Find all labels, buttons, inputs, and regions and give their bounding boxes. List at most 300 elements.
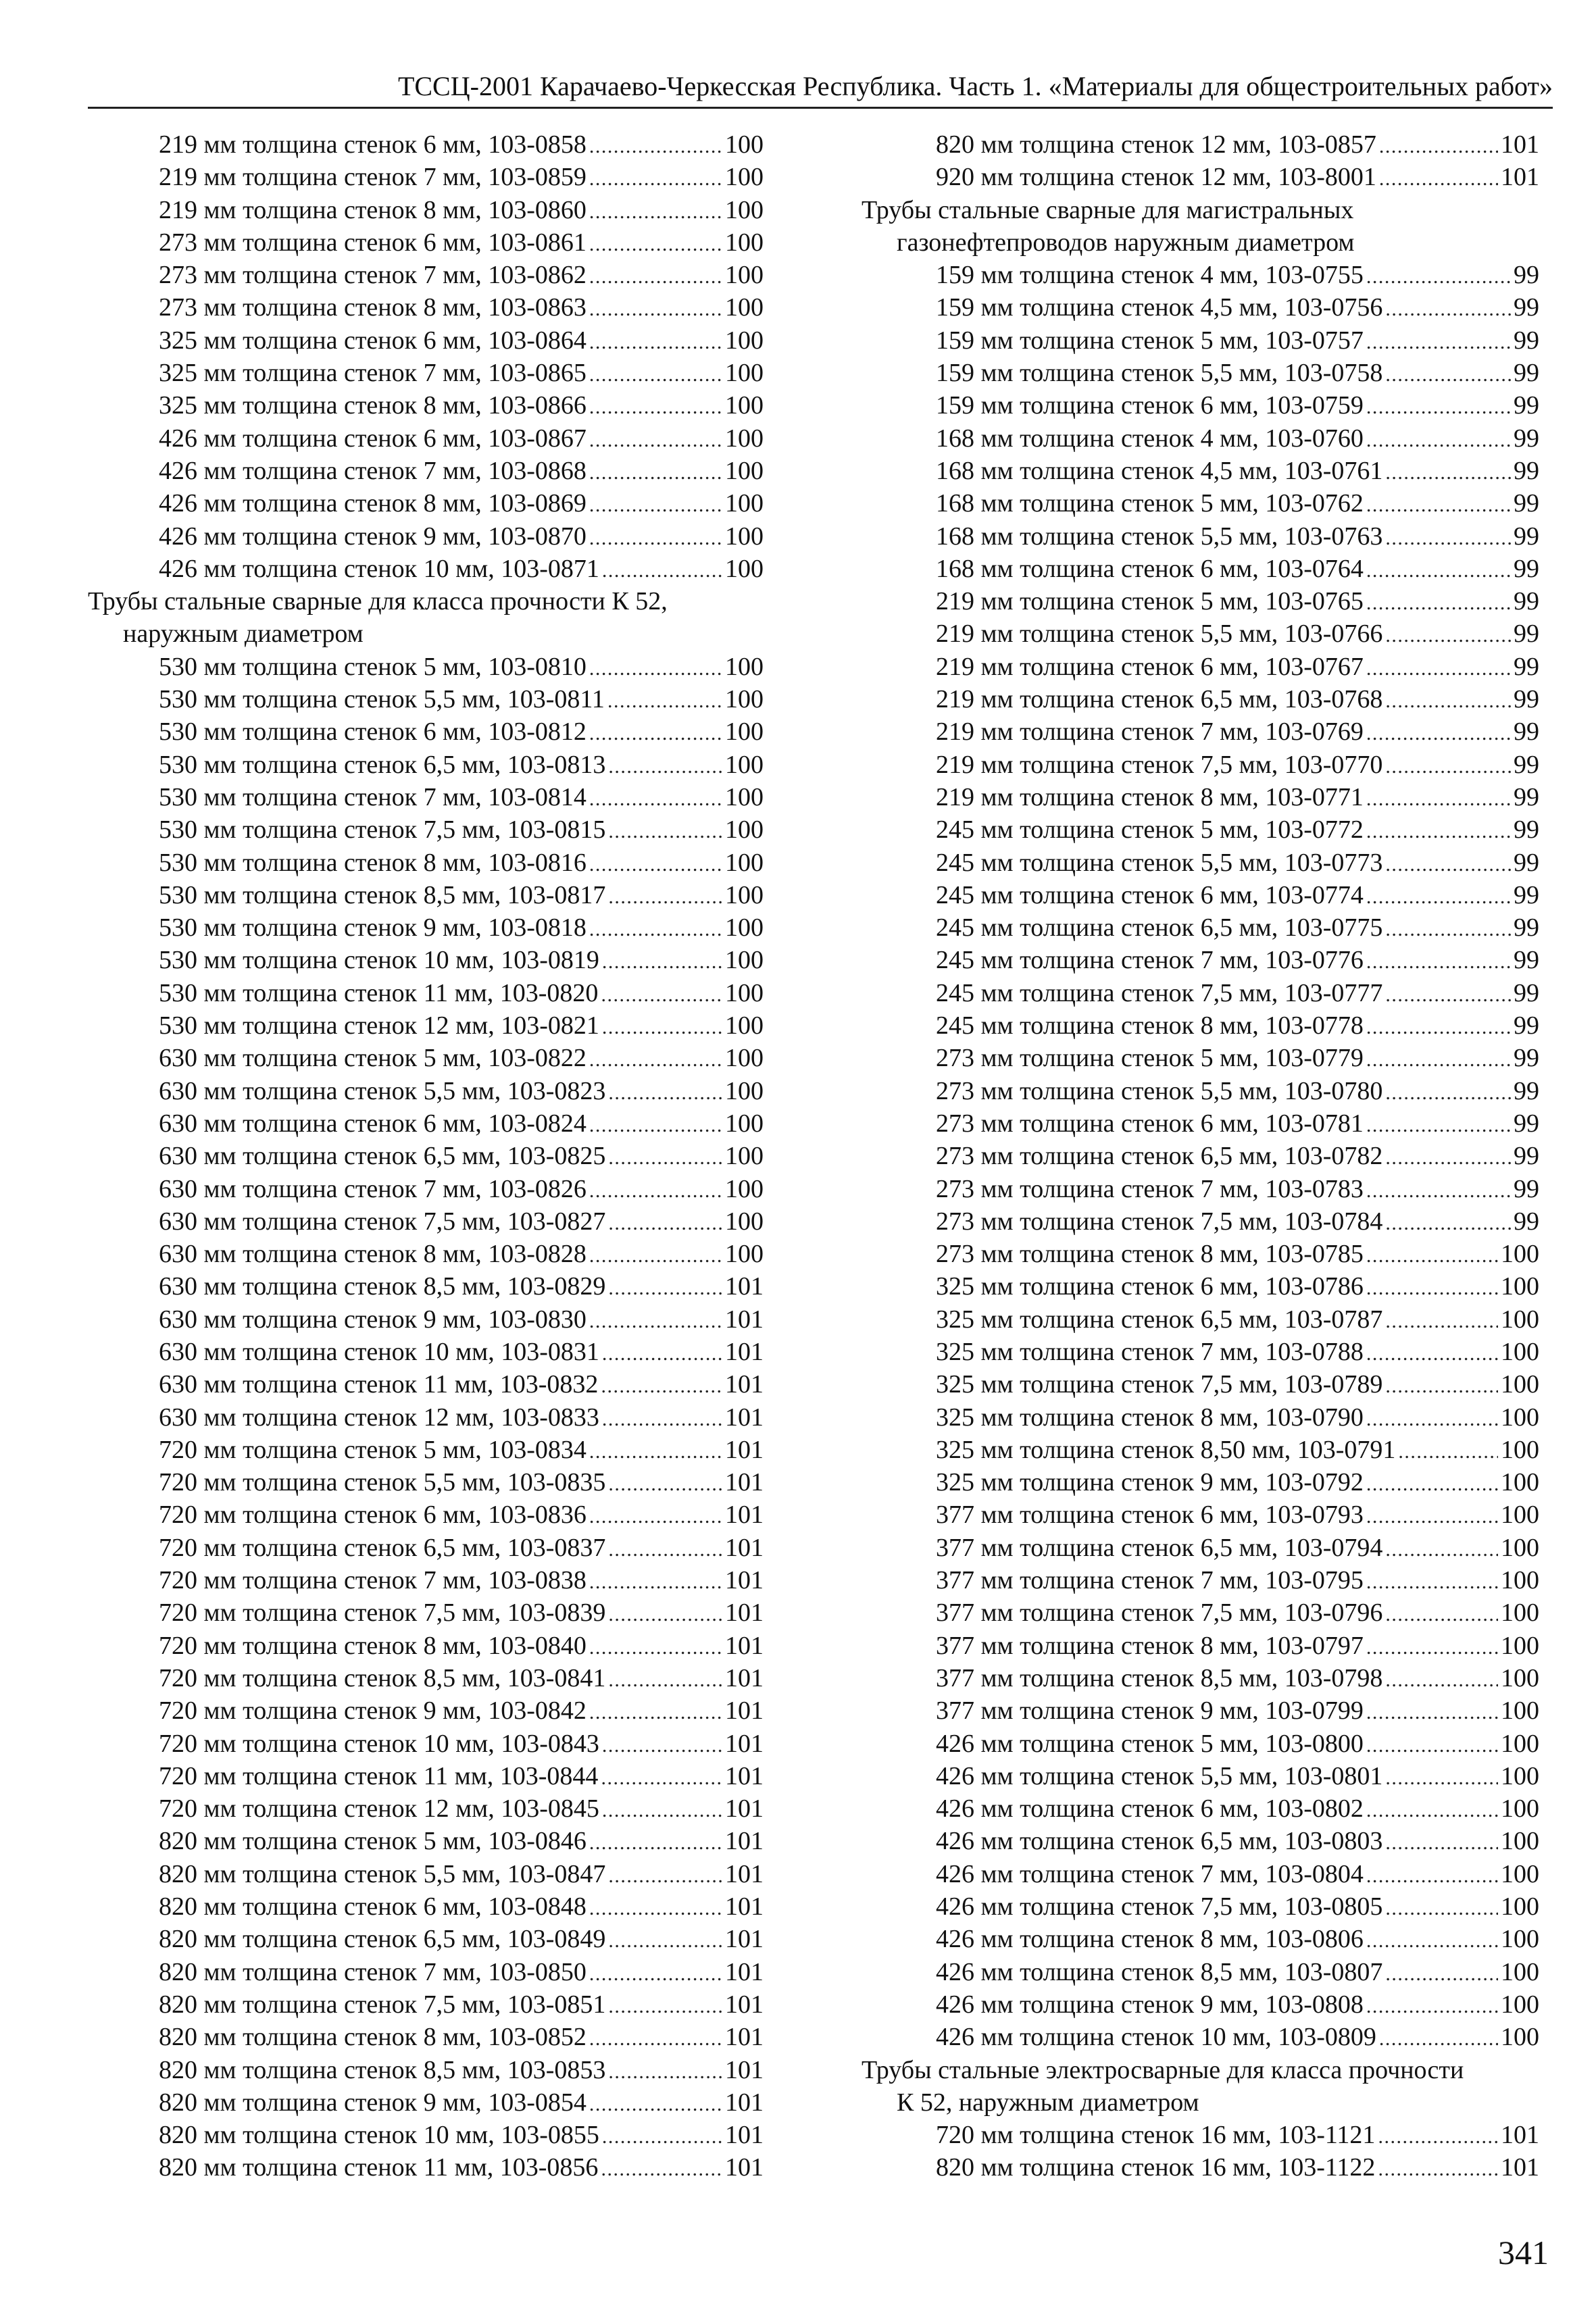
entry-text: 245 мм толщина стенок 5,5 мм, 103-0773: [936, 848, 1383, 877]
entry-text: 273 мм толщина стенок 7 мм, 103-0783: [936, 1174, 1364, 1203]
index-entry: [862, 259, 1539, 291]
dot-leader: [1366, 651, 1511, 685]
index-entry: [88, 259, 764, 291]
index-entry: [88, 1596, 764, 1629]
dot-leader: [1366, 585, 1511, 620]
entry-page-ref: 100: [1501, 1566, 1539, 1595]
index-entry: [862, 1923, 1539, 1955]
entry-page-ref: 99: [1514, 782, 1539, 811]
entry-page-ref: 101: [725, 1729, 764, 1758]
dot-leader: [589, 422, 722, 457]
dot-leader: [607, 683, 722, 718]
dot-leader: [589, 1042, 722, 1076]
dot-leader: [608, 2054, 722, 2088]
index-entry: [88, 1728, 764, 1760]
dot-leader: [1366, 1238, 1498, 1272]
index-entry: [862, 1728, 1539, 1760]
entry-page-ref: 99: [1514, 1142, 1539, 1171]
entry-page-ref: 100: [725, 652, 764, 681]
dot-leader: [602, 1336, 722, 1370]
entry-text: 920 мм толщина стенок 12 мм, 103-8001: [936, 163, 1376, 192]
index-entry: [88, 2119, 764, 2151]
dot-leader: [1385, 911, 1511, 946]
entry-page-ref: 100: [1501, 1403, 1539, 1432]
index-entry: [88, 1205, 764, 1238]
index-column-left: [88, 128, 764, 2184]
dot-leader: [589, 2086, 722, 2121]
index-entry: [88, 944, 764, 976]
dot-leader: [1366, 1694, 1498, 1729]
entry-text: 426 мм толщина стенок 8 мм, 103-0806: [936, 1925, 1364, 1954]
index-entry: [862, 1434, 1539, 1466]
entry-text: 630 мм толщина стенок 8 мм, 103-0828: [159, 1240, 587, 1269]
entry-text: 159 мм толщина стенок 4 мм, 103-0755: [936, 261, 1364, 290]
entry-text: 325 мм толщина стенок 6,5 мм, 103-0787: [936, 1305, 1383, 1334]
index-entry: [862, 1890, 1539, 1923]
page-number: 341: [1498, 2234, 1549, 2271]
index-entry: [862, 389, 1539, 422]
entry-page-ref: 100: [725, 424, 764, 453]
entry-page-ref: 101: [725, 1468, 764, 1497]
index-entry: [862, 357, 1539, 389]
dot-leader: [1366, 422, 1511, 457]
entry-page-ref: 101: [1501, 163, 1539, 192]
entry-text: 426 мм толщина стенок 5 мм, 103-0800: [936, 1729, 1364, 1758]
index-entry: [88, 1075, 764, 1107]
entry-text: 159 мм толщина стенок 5 мм, 103-0757: [936, 326, 1364, 355]
dot-leader: [1379, 128, 1498, 163]
entry-text: 245 мм толщина стенок 7 мм, 103-0776: [936, 946, 1364, 975]
entry-page-ref: 99: [1514, 913, 1539, 942]
dot-leader: [589, 520, 722, 555]
entry-text: 426 мм толщина стенок 10 мм, 103-0871: [159, 554, 599, 583]
entry-page-ref: 100: [1501, 1240, 1539, 1269]
index-entry: [862, 487, 1539, 520]
entry-text: 377 мм толщина стенок 7 мм, 103-0795: [936, 1566, 1364, 1595]
dot-leader: [608, 1205, 722, 1240]
dot-leader: [1385, 1368, 1498, 1403]
index-entry: [862, 128, 1539, 161]
dot-leader: [1366, 259, 1511, 293]
entry-text: 219 мм толщина стенок 6 мм, 103-0767: [936, 652, 1364, 681]
entry-page-ref: 101: [725, 1761, 764, 1790]
entry-page-ref: 100: [725, 1174, 764, 1203]
dot-leader: [1385, 1303, 1498, 1338]
entry-text: 820 мм толщина стенок 11 мм, 103-0856: [159, 2153, 599, 2182]
entry-text: 168 мм толщина стенок 4 мм, 103-0760: [936, 424, 1364, 453]
entry-text: 426 мм толщина стенок 9 мм, 103-0870: [159, 522, 587, 551]
entry-text: 630 мм толщина стенок 7,5 мм, 103-0827: [159, 1207, 606, 1236]
index-column-right: [862, 128, 1539, 2184]
index-entry: [862, 1140, 1539, 1172]
dot-leader: [589, 781, 722, 815]
entry-page-ref: 99: [1514, 978, 1539, 1007]
index-entry: [862, 2151, 1539, 2184]
dot-leader: [1366, 1728, 1498, 1762]
entry-text: 630 мм толщина стенок 11 мм, 103-0832: [159, 1370, 599, 1399]
index-entry: [88, 1336, 764, 1368]
entry-text: 426 мм толщина стенок 7 мм, 103-0804: [936, 1859, 1364, 1888]
index-entry: [88, 1238, 764, 1270]
index-entry: [88, 1107, 764, 1140]
index-entry: [88, 324, 764, 357]
dot-leader: [608, 1466, 722, 1501]
entry-text: 426 мм толщина стенок 8,5 мм, 103-0807: [936, 1957, 1383, 1986]
entry-text: 530 мм толщина стенок 8 мм, 103-0816: [159, 848, 587, 877]
entry-page-ref: 100: [1501, 1859, 1539, 1888]
entry-page-ref: 99: [1514, 946, 1539, 975]
index-entry: [88, 1564, 764, 1596]
entry-text: 720 мм толщина стенок 5,5 мм, 103-0835: [159, 1468, 606, 1497]
index-entry: [88, 291, 764, 324]
entry-text: 325 мм толщина стенок 7 мм, 103-0788: [936, 1337, 1364, 1366]
entry-text: 377 мм толщина стенок 7,5 мм, 103-0796: [936, 1599, 1383, 1628]
dot-leader: [1366, 1173, 1511, 1207]
entry-text: 159 мм толщина стенок 6 мм, 103-0759: [936, 391, 1364, 420]
entry-text: 820 мм толщина стенок 6 мм, 103-0848: [159, 1892, 587, 1921]
entry-page-ref: 101: [725, 2055, 764, 2084]
entry-text: 820 мм толщина стенок 7,5 мм, 103-0851: [159, 1990, 606, 2019]
dot-leader: [1385, 520, 1511, 555]
dot-leader: [1378, 2119, 1498, 2153]
dot-leader: [589, 2021, 722, 2055]
index-entry: [862, 161, 1539, 193]
index-entry: [88, 683, 764, 715]
entry-page-ref: 100: [725, 880, 764, 909]
dot-leader: [608, 749, 722, 783]
section-heading: Трубы стальные электросварные для класса прочности: [862, 2055, 1464, 2084]
dot-leader: [589, 651, 722, 685]
running-header: ТССЦ-2001 Карачаево-Черкесская Республика. Часть 1. «Материалы для общестроительных работ»: [88, 66, 1553, 109]
dot-leader: [602, 1401, 722, 1436]
entry-text: 377 мм толщина стенок 6,5 мм, 103-0794: [936, 1533, 1383, 1562]
dot-leader: [602, 1728, 722, 1762]
dot-leader: [608, 1858, 722, 1892]
entry-text: 426 мм толщина стенок 7 мм, 103-0868: [159, 456, 587, 485]
dot-leader: [1366, 1401, 1498, 1436]
index-entry: [88, 1368, 764, 1401]
entry-text: 273 мм толщина стенок 6 мм, 103-0861: [159, 228, 587, 257]
dot-leader: [608, 1140, 722, 1174]
dot-leader: [1385, 977, 1511, 1011]
index-entry: [862, 1368, 1539, 1401]
entry-text: 820 мм толщина стенок 8,5 мм, 103-0853: [159, 2055, 606, 2084]
entry-page-ref: 99: [1514, 620, 1539, 649]
index-entry: [862, 911, 1539, 944]
section-heading-continuation: газонефтепроводов наружным диаметром: [897, 228, 1355, 257]
index-entry: [862, 324, 1539, 357]
dot-leader: [1379, 2021, 1498, 2055]
index-entry: [862, 879, 1539, 911]
dot-leader: [602, 1009, 722, 1044]
index-entry: [862, 1336, 1539, 1368]
index-entry: [88, 520, 764, 553]
index-entry: [88, 651, 764, 683]
index-entry: [88, 1140, 764, 1172]
entry-page-ref: 100: [1501, 1794, 1539, 1823]
entry-page-ref: 100: [1501, 1990, 1539, 2019]
dot-leader: [1385, 455, 1511, 489]
index-entry: [862, 553, 1539, 585]
entry-text: 820 мм толщина стенок 12 мм, 103-0857: [936, 130, 1376, 159]
entry-text: 325 мм толщина стенок 6 мм, 103-0786: [936, 1272, 1364, 1301]
entry-page-ref: 99: [1514, 489, 1539, 518]
dot-leader: [589, 1825, 722, 1859]
entry-page-ref: 100: [725, 1044, 764, 1073]
entry-text: 820 мм толщина стенок 16 мм, 103-1122: [936, 2153, 1376, 2182]
entry-text: 720 мм толщина стенок 11 мм, 103-0844: [159, 1761, 599, 1790]
entry-page-ref: 99: [1514, 1076, 1539, 1105]
index-entry: [88, 781, 764, 813]
dot-leader: [602, 1792, 722, 1827]
entry-text: 325 мм толщина стенок 7,5 мм, 103-0789: [936, 1370, 1383, 1399]
entry-text: 530 мм толщина стенок 6 мм, 103-0812: [159, 718, 587, 747]
entry-text: 325 мм толщина стенок 8 мм, 103-0866: [159, 391, 587, 420]
index-entry: [88, 1401, 764, 1434]
dot-leader: [589, 291, 722, 326]
dot-leader: [1385, 749, 1511, 783]
index-entry: [88, 1662, 764, 1694]
entry-text: 426 мм толщина стенок 5,5 мм, 103-0801: [936, 1761, 1383, 1790]
index-entry: [862, 1499, 1539, 1531]
dot-leader: [1366, 813, 1511, 848]
entry-page-ref: 99: [1514, 750, 1539, 779]
entry-page-ref: 101: [1501, 2153, 1539, 2182]
entry-page-ref: 99: [1514, 652, 1539, 681]
index-entry: [88, 1466, 764, 1499]
entry-text: 630 мм толщина стенок 9 мм, 103-0830: [159, 1305, 587, 1334]
entry-text: 820 мм толщина стенок 7 мм, 103-0850: [159, 1957, 587, 1986]
dot-leader: [1385, 1825, 1498, 1859]
entry-page-ref: 100: [725, 718, 764, 747]
entry-page-ref: 99: [1514, 1109, 1539, 1138]
entry-text: 325 мм толщина стенок 6 мм, 103-0864: [159, 326, 587, 355]
dot-leader: [1366, 715, 1511, 750]
entry-page-ref: 100: [1501, 1663, 1539, 1692]
entry-text: 273 мм толщина стенок 8 мм, 103-0863: [159, 293, 587, 322]
index-entry: [88, 1956, 764, 1988]
entry-page-ref: 101: [725, 2121, 764, 2150]
dot-leader: [589, 455, 722, 489]
dot-leader: [1366, 944, 1511, 978]
entry-text: 325 мм толщина стенок 7 мм, 103-0865: [159, 359, 587, 388]
index-entry: [88, 715, 764, 748]
entry-text: 530 мм толщина стенок 7 мм, 103-0814: [159, 782, 587, 811]
entry-text: 159 мм толщина стенок 4,5 мм, 103-0756: [936, 293, 1383, 322]
dot-leader: [1366, 1564, 1498, 1599]
entry-text: 273 мм толщина стенок 8 мм, 103-0785: [936, 1240, 1364, 1269]
entry-text: 426 мм толщина стенок 9 мм, 103-0808: [936, 1990, 1364, 2019]
entry-page-ref: 99: [1514, 326, 1539, 355]
index-entry: [862, 1238, 1539, 1270]
entry-page-ref: 99: [1514, 685, 1539, 714]
index-entry: [862, 1630, 1539, 1662]
entry-page-ref: 101: [1501, 130, 1539, 159]
dot-leader: [589, 1956, 722, 1990]
index-entry: [862, 1694, 1539, 1727]
entry-page-ref: 101: [725, 1566, 764, 1595]
index-entry: [862, 1466, 1539, 1499]
index-entry: [88, 389, 764, 422]
entry-text: 630 мм толщина стенок 5,5 мм, 103-0823: [159, 1076, 606, 1105]
entry-text: 325 мм толщина стенок 9 мм, 103-0792: [936, 1468, 1364, 1497]
dot-leader: [1366, 1499, 1498, 1533]
entry-page-ref: 99: [1514, 1044, 1539, 1073]
entry-text: 219 мм толщина стенок 8 мм, 103-0860: [159, 195, 587, 224]
entry-page-ref: 101: [725, 1631, 764, 1660]
dot-leader: [589, 1694, 722, 1729]
dot-leader: [1379, 161, 1498, 195]
index-entry: [862, 1173, 1539, 1205]
index-entry: [862, 1858, 1539, 1890]
entry-text: 168 мм толщина стенок 4,5 мм, 103-0761: [936, 456, 1383, 485]
entry-page-ref: 100: [1501, 1729, 1539, 1758]
entry-page-ref: 100: [725, 1011, 764, 1040]
entry-page-ref: 100: [1501, 1501, 1539, 1530]
index-entry: [88, 1858, 764, 1890]
entry-text: 377 мм толщина стенок 8 мм, 103-0797: [936, 1631, 1364, 1660]
entry-text: 273 мм толщина стенок 6,5 мм, 103-0782: [936, 1142, 1383, 1171]
index-entry: [88, 1173, 764, 1205]
entry-page-ref: 99: [1514, 1174, 1539, 1203]
entry-page-ref: 100: [1501, 1272, 1539, 1301]
entry-page-ref: 101: [725, 1370, 764, 1399]
entry-text: 820 мм толщина стенок 5,5 мм, 103-0847: [159, 1859, 606, 1888]
dot-leader: [608, 1532, 722, 1566]
entry-text: 426 мм толщина стенок 8 мм, 103-0869: [159, 489, 587, 518]
dot-leader: [1366, 879, 1511, 913]
entry-text: 219 мм толщина стенок 7 мм, 103-0859: [159, 163, 587, 192]
dot-leader: [589, 1107, 722, 1142]
dot-leader: [589, 847, 722, 881]
index-entry: [862, 1956, 1539, 1988]
dot-leader: [608, 879, 722, 913]
entry-page-ref: 100: [1501, 1925, 1539, 1954]
entry-page-ref: 100: [1501, 1599, 1539, 1628]
entry-page-ref: 100: [1501, 1696, 1539, 1726]
entry-page-ref: 101: [725, 1435, 764, 1464]
dot-leader: [1366, 1336, 1498, 1370]
dot-leader: [1385, 291, 1511, 326]
entry-page-ref: 99: [1514, 1011, 1539, 1040]
entry-text: 530 мм толщина стенок 10 мм, 103-0819: [159, 946, 599, 975]
entry-page-ref: 100: [725, 130, 764, 159]
entry-text: 530 мм толщина стенок 5,5 мм, 103-0811: [159, 685, 605, 714]
entry-page-ref: 101: [1501, 2121, 1539, 2150]
index-entry: [88, 1923, 764, 1955]
entry-text: 720 мм толщина стенок 7 мм, 103-0838: [159, 1566, 587, 1595]
entry-page-ref: 99: [1514, 359, 1539, 388]
index-entry: [88, 1499, 764, 1531]
entry-page-ref: 99: [1514, 293, 1539, 322]
dot-leader: [1366, 1009, 1511, 1044]
index-entry: [88, 1009, 764, 1042]
dot-leader: [589, 1434, 722, 1468]
index-entry: [862, 1009, 1539, 1042]
entry-text: 273 мм толщина стенок 5,5 мм, 103-0780: [936, 1076, 1383, 1105]
entry-page-ref: 100: [725, 815, 764, 845]
index-entry: [862, 1075, 1539, 1107]
index-entry: [88, 977, 764, 1009]
entry-text: 325 мм толщина стенок 8,50 мм, 103-0791: [936, 1435, 1396, 1464]
entry-page-ref: 100: [1501, 1468, 1539, 1497]
index-entry: [862, 847, 1539, 879]
dot-leader: [1366, 1792, 1498, 1827]
entry-page-ref: 100: [1501, 1631, 1539, 1660]
index-entry: [88, 487, 764, 520]
section-heading: Трубы стальные сварные для класса прочности К 52,: [88, 587, 668, 616]
entry-page-ref: 100: [725, 163, 764, 192]
entry-page-ref: 99: [1514, 554, 1539, 583]
dot-leader: [1366, 1107, 1511, 1142]
entry-text: 219 мм толщина стенок 6,5 мм, 103-0768: [936, 685, 1383, 714]
dot-leader: [601, 1368, 722, 1403]
entry-page-ref: 101: [725, 1501, 764, 1530]
entry-page-ref: 100: [725, 685, 764, 714]
dot-leader: [1378, 2151, 1498, 2186]
entry-text: 273 мм толщина стенок 6 мм, 103-0781: [936, 1109, 1364, 1138]
dot-leader: [1366, 1858, 1498, 1892]
entry-text: 245 мм толщина стенок 6 мм, 103-0774: [936, 880, 1364, 909]
entry-page-ref: 100: [1501, 1761, 1539, 1790]
index-entry: [862, 1303, 1539, 1336]
index-entry: [862, 1988, 1539, 2021]
entry-page-ref: 100: [725, 1076, 764, 1105]
dot-leader: [589, 226, 722, 261]
dot-leader: [608, 1270, 722, 1305]
entry-text: 426 мм толщина стенок 7,5 мм, 103-0805: [936, 1892, 1383, 1921]
entry-text: 630 мм толщина стенок 8,5 мм, 103-0829: [159, 1272, 606, 1301]
index-entry: [862, 944, 1539, 976]
entry-page-ref: 101: [725, 1892, 764, 1921]
entry-page-ref: 101: [725, 1305, 764, 1334]
dot-leader: [1366, 324, 1511, 359]
index-entry: [88, 813, 764, 846]
entry-text: 820 мм толщина стенок 10 мм, 103-0855: [159, 2121, 599, 2150]
entry-text: 219 мм толщина стенок 8 мм, 103-0771: [936, 782, 1364, 811]
entry-text: 426 мм толщина стенок 6,5 мм, 103-0803: [936, 1827, 1383, 1856]
index-entry: [88, 1532, 764, 1564]
dot-leader: [589, 1238, 722, 1272]
index-entry: [862, 1532, 1539, 1564]
dot-leader: [602, 553, 722, 587]
entry-page-ref: 100: [725, 326, 764, 355]
dot-leader: [608, 1075, 722, 1109]
index-entry: [862, 520, 1539, 553]
index-entry: [862, 715, 1539, 748]
dot-leader: [1366, 1466, 1498, 1501]
index-entry: [862, 1760, 1539, 1792]
entry-page-ref: 100: [725, 391, 764, 420]
dot-leader: [589, 194, 722, 228]
entry-page-ref: 100: [725, 750, 764, 779]
dot-leader: [589, 911, 722, 946]
index-entry: [88, 1270, 764, 1303]
entry-text: 530 мм толщина стенок 9 мм, 103-0818: [159, 913, 587, 942]
index-entry: [862, 1596, 1539, 1629]
dot-leader: [589, 1173, 722, 1207]
index-entry: [88, 911, 764, 944]
dot-leader: [601, 1760, 722, 1794]
entry-page-ref: 101: [725, 1827, 764, 1856]
entry-text: 377 мм толщина стенок 8,5 мм, 103-0798: [936, 1663, 1383, 1692]
dot-leader: [1385, 1956, 1498, 1990]
dot-leader: [1385, 1890, 1498, 1925]
index-entry: [862, 1662, 1539, 1694]
entry-page-ref: 100: [725, 1207, 764, 1236]
index-entry: [862, 2119, 1539, 2151]
dot-leader: [589, 1890, 722, 1925]
